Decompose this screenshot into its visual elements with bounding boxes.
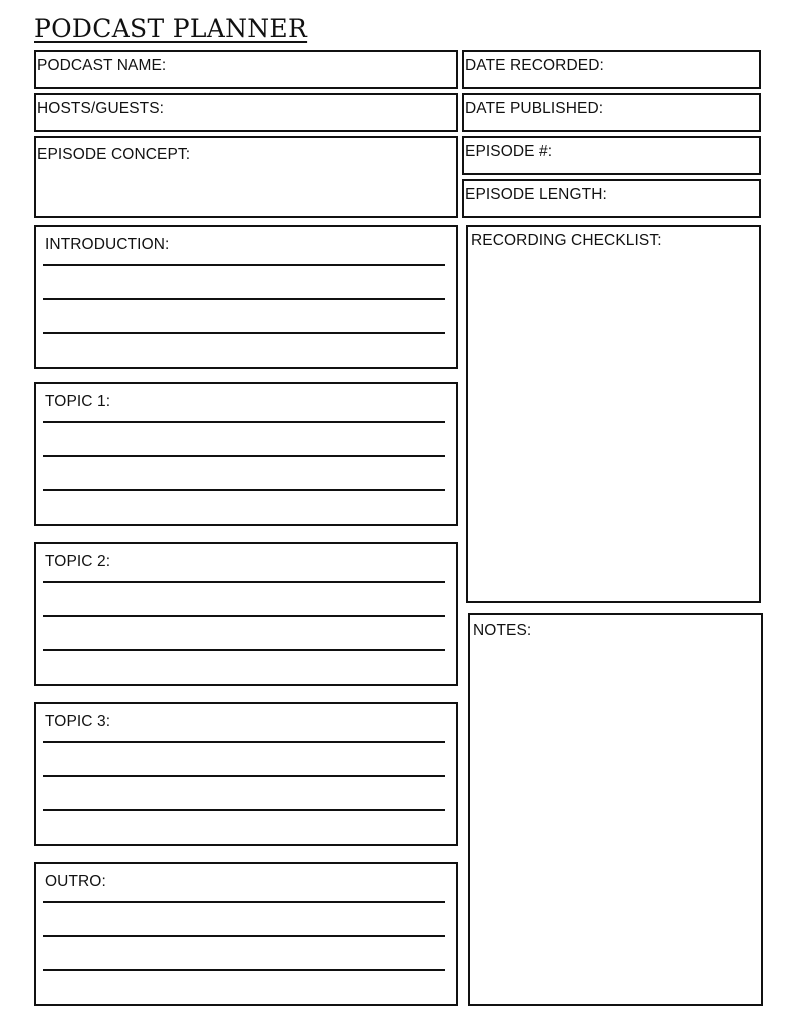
writing-line [43,741,445,743]
writing-line [43,809,445,811]
episode-concept-label: EPISODE CONCEPT: [37,146,191,163]
hosts-guests-label: HOSTS/GUESTS: [37,100,165,117]
notes-label: NOTES: [473,622,532,639]
outro-label: OUTRO: [45,873,106,890]
topic-1-section[interactable] [34,382,458,526]
date-published-field[interactable] [462,93,761,132]
date-recorded-label: DATE RECORDED: [465,57,604,74]
topic-1-label: TOPIC 1: [45,393,111,410]
writing-line [43,775,445,777]
writing-line [43,489,445,491]
writing-line [43,455,445,457]
writing-line [43,935,445,937]
episode-length-label: EPISODE LENGTH: [465,186,607,203]
hosts-guests-field[interactable] [34,93,458,132]
topic-3-label: TOPIC 3: [45,713,111,730]
topic-3-section[interactable] [34,702,458,846]
writing-line [43,421,445,423]
writing-line [43,264,445,266]
writing-line [43,969,445,971]
outro-section[interactable] [34,862,458,1006]
writing-line [43,332,445,334]
podcast-name-label: PODCAST NAME: [37,57,167,74]
topic-2-section[interactable] [34,542,458,686]
episode-number-label: EPISODE #: [465,143,553,160]
recording-checklist-box[interactable] [466,225,761,603]
page-title: PODCAST PLANNER [34,14,308,43]
episode-length-field[interactable] [462,179,761,218]
episode-number-field[interactable] [462,136,761,175]
date-published-label: DATE PUBLISHED: [465,100,604,117]
notes-box[interactable] [468,613,763,1006]
date-recorded-field[interactable] [462,50,761,89]
writing-line [43,649,445,651]
episode-concept-field[interactable] [34,136,458,218]
writing-line [43,298,445,300]
introduction-label: INTRODUCTION: [45,236,170,253]
introduction-section[interactable] [34,225,458,369]
writing-line [43,901,445,903]
writing-line [43,581,445,583]
writing-line [43,615,445,617]
topic-2-label: TOPIC 2: [45,553,111,570]
recording-checklist-label: RECORDING CHECKLIST: [471,232,662,249]
podcast-name-field[interactable] [34,50,458,89]
